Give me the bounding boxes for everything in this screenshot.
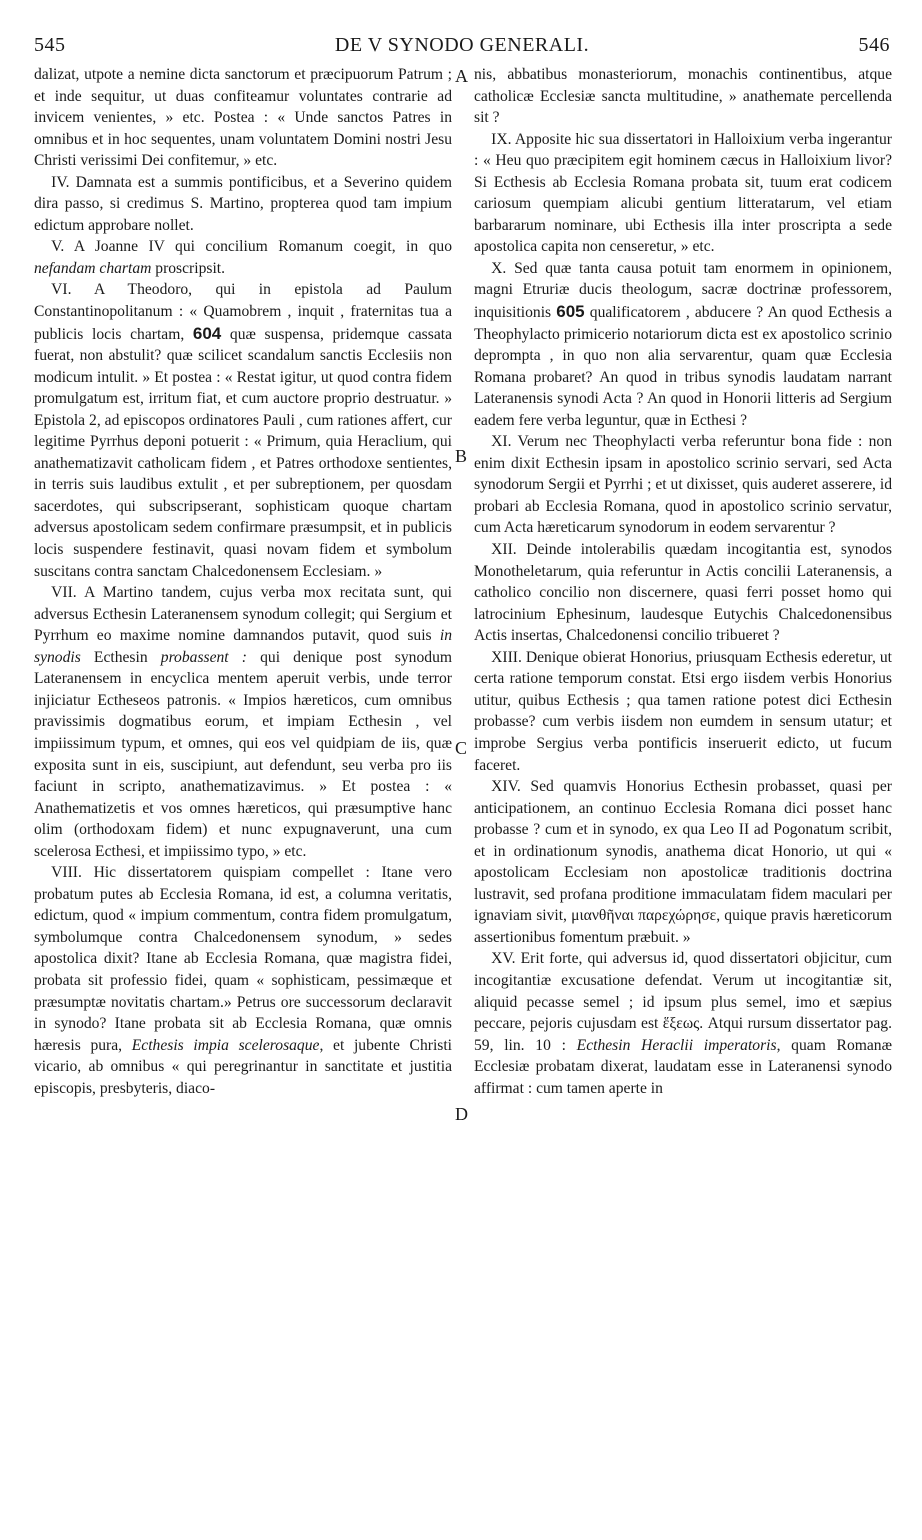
paragraph-xi: XI. Verum nec Theophylacti verba referuntur bona fide : non enim dixit Ecthesin ipsam in apostolico scrinio servari, sed Acta synodorum Sergii et Pyrrhi ; et ut dixisset, quis auderet asserere, id probari ab Ecclesia Romana, quod in apostolico scrinio servatur, cum Acta hæreticarum synodorum in eodem servarentur ? <box>474 433 892 537</box>
inline-page-number: 604 <box>192 323 222 343</box>
paragraph-vi: VI. A Theodoro, qui in epistola ad Paulum Constantinopolitanum : « Quamobrem , inquit , fraternitas tua a publicis locis chartam, 604 quæ suspensa, pridemque cassata fuerat, non abstulit? quæ scilicet scandalum sanctis Ecclesiis non modicum intulit. » Et postea : « Restat igitur, ut quod contra fidem promulgatum est, irritum fiat, et cum auctore proprio destruatur. » Epistola 2, ad episcopos ordinatores Pauli , cum rationes affert, cur legitime Pyrrhus deponi potuerit : « Primum, quia Heraclium, qui anathematizavit catholicam fidem , et Patres orthodoxe sentientes, in terris suis laudibus extulit , et per subreptionem, per quosdam sacerdotes, qui subscripserant, sophisticam quoque chartam adversus apostolicam sedem confirmare præsumpsit, et in publicis locis suspendere festinavit, quasi novam fidem et symbolum suscitans contra sanctam Chalcedonensem Ecclesiam. » <box>34 281 452 580</box>
left-page-number: 545 <box>34 34 66 56</box>
paragraph-viii: VIII. Hic dissertatorem quispiam compellet : Itane vero probatum putes ab Ecclesia Romana, id est, a columna veritatis, edictum, quod « impium commentum, contra fidem promulgatum, symbolumque contra Chalcedonensem synodum, » sedes apostolica dixit? Itane ab Ecclesia Romana, quæ magistra fidei, probata sit professio fidei, quam « sophisticam, pessimæque et præsumptæ novitatis chartam.» Petrus ore successorum declaravit in synodo? Itane probata sit ab Ecclesia Romana, quæ omnis hæresis pura, Ecthesis impia scelerosaque, et jubente Christi vicario, ab omnibus « qui peregrinantur in sanctitate et justitia episcopis, presbyteris, diaco- <box>34 864 453 1097</box>
running-header <box>34 34 890 58</box>
right-column <box>474 64 892 1099</box>
left-column <box>34 64 452 1099</box>
margin-marker-b: B <box>455 446 468 466</box>
margin-marker-c: C <box>455 738 468 758</box>
paragraph-ix: IX. Apposite hic sua dissertatori in Halloixium verba ingerantur : « Heu quo præcipitem egit hominem cæcus in Halloixium livor? Si Ecthesis ab Ecclesia Romana probata sit, tuum erat codicem cariosum quempiam alicubi gentium litteratarum, vel etiam barbararum nominare, ubi Ecthesis illa inter proscripta a sede apostolica capita non censeretur, » etc. <box>474 130 892 256</box>
paragraph-xiv: XIV. Sed quamvis Honorius Ecthesin probasset, quasi per anticipationem, an continuo Ecclesia Romana dici posset hanc probasse ? cum et in synodo, ex qua Leo II ad Pogonatum scribit, et in ordinationum synodis, anathema dicat Honorio, ut qui « apostolicam Ecclesiam non apostolicæ traditionis doctrina lustravit, sed profana proditione immaculatam fidem maculari per ignaviam sivit, μιανθῆναι παρεχώρησε, quique pravis hæreticorum assertionibus fomentum præbuit. » <box>474 778 892 946</box>
paragraph-xii: XII. Deinde intolerabilis quædam incogitantia est, synodos Monotheletarum, quia referuntur in Actis concilii Lateranensis, a catholico concilio non discernere, quasi ferri posset homo qui latrocinium Ephesinum, laudesque Eutychis Chalcedonensibus Actis insertas, Chalcedonensi concilio tribueret ? <box>474 541 892 645</box>
running-title: DE V SYNODO GENERALI. <box>334 34 590 56</box>
paragraph-vii: VII. A Martino tandem, cujus verba mox recitata sunt, qui adversus Ecthesin Lateranensem synodum collegit; qui Sergium et Pyrrhum eo maxime nomine damnandos putavit, quod suis in synodis Ecthesin probassent : qui denique post synodum Lateranensem in encyclica mentem aperuit verbis, unde terror injiciatur Ectheseos patronis. « Impios hæreticos, cum omnibus pravissimis dogmatibus eorum, et impiam Ecthesin , vel impiissimum typum, et omnes, qui eos vel quidpiam de iis, quæ exposita sunt in eis, suscipiunt, aut defendunt, seu verba pro iis faciunt in scripto, anathematizavimus. » Et postea : « Anathematizetis et vos omnes hæreticos, qui præsumptive hanc olim (orthodoxam fidem) et nunc expugnaverunt, una cum scelerosa Ecthesi, et impiissimo typo, » etc. <box>34 584 452 860</box>
paragraph-x: X. Sed quæ tanta causa potuit tam enormem in opinionem, magni Etruriæ ducis theologum, sacræ doctrinæ professorem, inquisitionis 605 qualificatorem , abducere ? An quod Ecthesis a Theophylacto primicerio notariorum dicta est ex apostolico scrinio deprompta , in quo non alia servarentur, quam quæ Ecclesia Romana probaret? An quod in tribus synodis laudatam narrant Lateranensis synodi Acta ? An quod in Honorii litteris ad Sergium eadem fere verba leguntur, quæ in Ecthesi ? <box>474 259 893 429</box>
paragraph-v: V. A Joanne IV qui concilium Romanum coegit, in quo nefandam chartam proscripsit. <box>34 238 452 277</box>
right-page-number: 546 <box>858 34 890 56</box>
paragraph-continued-right: nis, abbatibus monasteriorum, monachis continentibus, atque catholicæ Ecclesiæ sancta multitudine, » anathemate percellenda sit ? <box>474 66 892 127</box>
margin-marker-a: A <box>455 66 468 86</box>
inline-page-number: 605 <box>556 302 585 322</box>
margin-marker-d: D <box>455 1104 468 1124</box>
paragraph-xv: XV. Erit forte, qui adversus id, quod dissertatori objicitur, cum incogitantiæ excusatione defendat. Verum ut incogitantiæ sit, aliquid pecasse semel ; id ipsum plus semel, imo et sæpius peccare, pejoris cujusdam est ἕξεως. Atqui rursum dissertator pag. 59, lin. 10 : Ecthesin Heraclii imperatoris, quam Romanæ Ecclesiæ probatam dixerat, laudatam esse in Lateranensi synodo affirmat : cum tamen aperte in <box>474 950 892 1097</box>
paragraph-continued: dalizat, utpote a nemine dicta sanctorum et præcipuorum Patrum ; et inde sequitur, ut duas confiteamur voluntates contrarie ad invicem venientes, » etc. Postea : « Unde sanctos Patres in omnibus et in hoc sequentes, unam voluntatem Domini nostri Jesu Christi verissimi Dei confitemur, » etc. <box>34 66 452 170</box>
paragraph-xiii: XIII. Denique obierat Honorius, priusquam Ecthesis ederetur, ut certa ratione temporum constat. Etsi ergo iisdem verbis Honorius utitur, quibus Ecthesis ; qua tamen ratione potest dici Ecthesin probasse? cum verbis iisdem non eumdem in sensum utatur; et improbe Sergius verba pontificis inseruerit edicto, ut fucum faceret. <box>474 648 892 774</box>
paragraph-iv: IV. Damnata est a summis pontificibus, et a Severino quidem dira passo, si credimus S. Martino, propterea quod tam impium edictum approbare nollet. <box>34 173 452 234</box>
